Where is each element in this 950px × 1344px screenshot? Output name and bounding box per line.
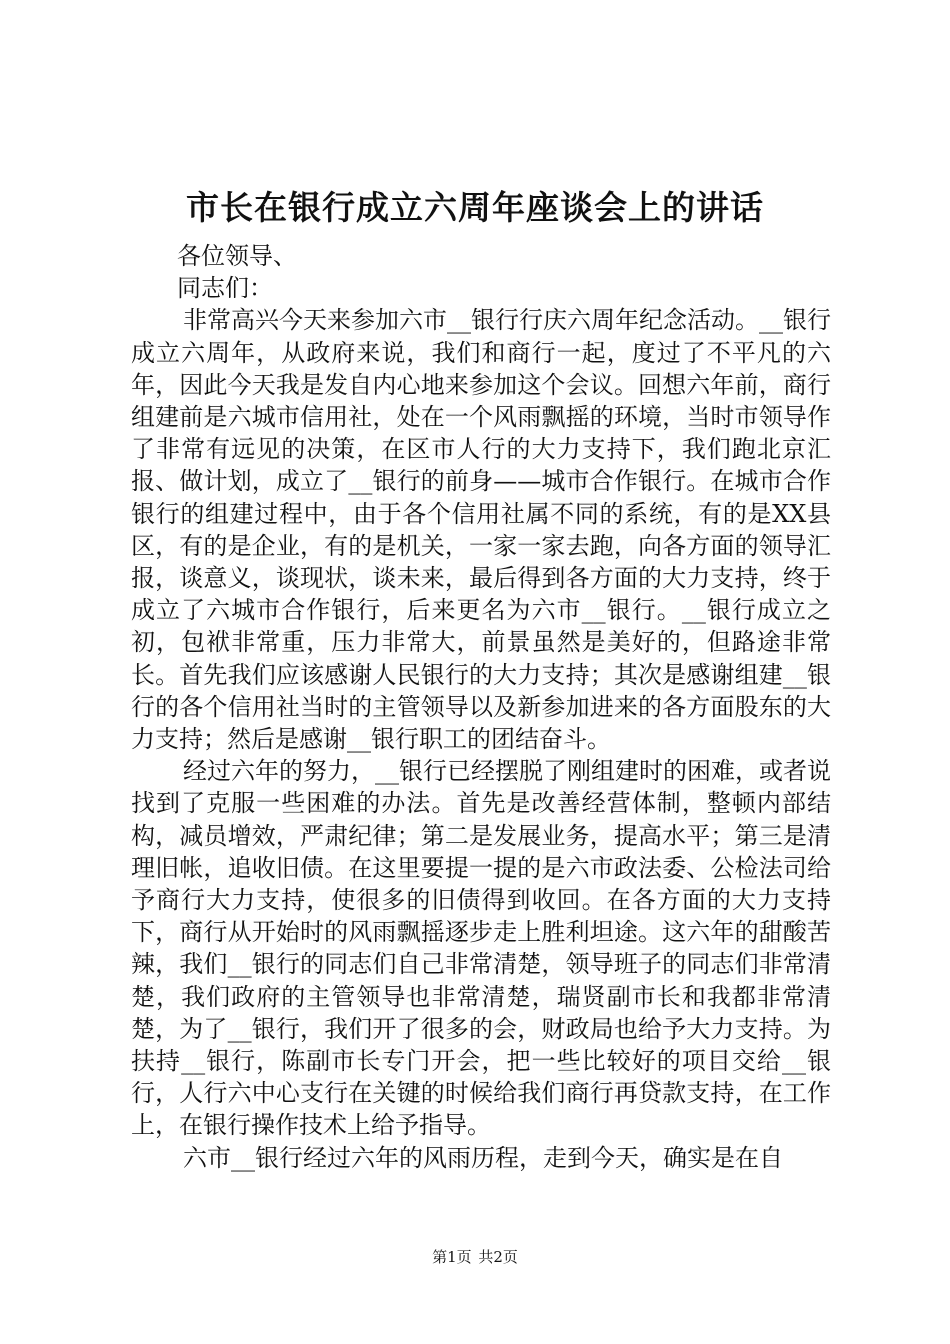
salutation-line: 各位领导、 — [177, 242, 297, 270]
document-title: 市长在银行成立六周年座谈会上的讲话 — [186, 188, 764, 227]
page-footer: 第1页 共2页 — [432, 1248, 518, 1266]
body-paragraph: 经过六年的努力，__银行已经摆脱了刚组建时的困难，或者说找到了克服一些困难的办法。首先是改善经营体制，整顿内部结构，减员增效，严肃纪律；第二是发展业务，提高水平；第三是清理旧帐，追收旧债。在这里要提一提的是六市政法委、公检法司给予商行大力支持，使很多的旧债得到收回。在各方面的大力支持下，商行从开始时的风雨飘摇逐步走上胜利坦途。这六年的甜酸苦辣，我们__银行的同志们自己非常清楚，领导班子的同志们非常清楚，我们政府的主管领导也非常清楚，瑞贤副市长和我都非常清楚，为了__银行，我们开了很多的会，财政局也给予大力支持。为扶持__银行，陈副市长专门开会，把一些比较好的项目交给__银行，人行六中心支行在关键的时候给我们商行再贷款支持，在工作上，在银行操作技术上给予指导。 — [131, 757, 831, 1140]
body-paragraph: 非常高兴今天来参加六市__银行行庆六周年纪念活动。__银行成立六周年，从政府来说，我们和商行一起，度过了不平凡的六年，因此今天我是发自内心地来参加这个会议。回想六年前，商行组建前是六城市信用社，处在一个风雨飘摇的环境，当时市领导作了非常有远见的决策，在区市人行的大力支持下，我们跑北京汇报、做计划，成立了__银行的前身——城市合作银行。在城市合作银行的组建过程中，由于各个信用社属不同的系统，有的是XX县区，有的是企业，有的是机关，一家一家去跑，向各方面的领导汇报，谈意义，谈现状，谈未来，最后得到各方面的大力支持，终于成立了六城市合作银行，后来更名为六市__银行。__银行成立之初，包袱非常重，压力非常大，前景虽然是美好的，但路途非常长。首先我们应该感谢人民银行的大力支持；其次是感谢组建__银行的各个信用社当时的主管领导以及新参加进来的各方面股东的大力支持；然后是感谢__银行职工的团结奋斗。 — [131, 306, 831, 754]
document-body — [131, 240, 831, 1174]
salutation-line: 同志们： — [177, 274, 273, 303]
body-paragraph: 六市__银行经过六年的风雨历程，走到今天，确实是在自 — [183, 1143, 783, 1172]
